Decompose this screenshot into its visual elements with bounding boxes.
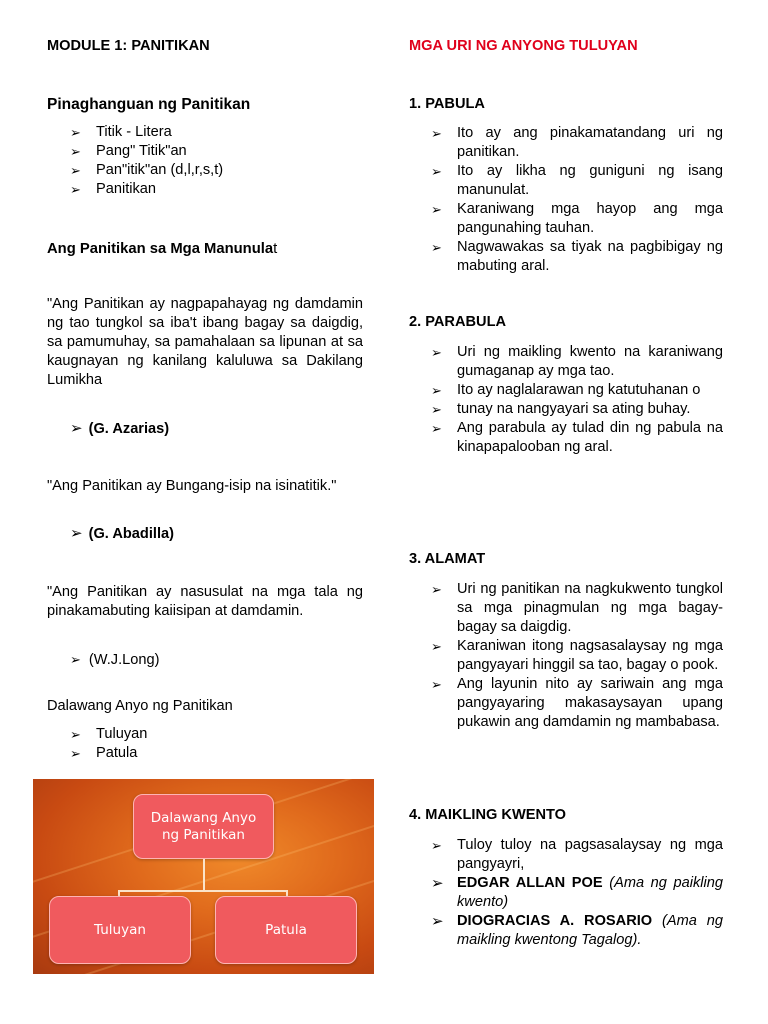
diagram-connector xyxy=(118,890,288,892)
author-note: (Ama ng maikling kwentong Tagalog). xyxy=(457,913,724,948)
list-item: ➢ Uri ng panitikan na nagkukwento tungkol sa mga pinagmulan ng mga bagay-bagay sa daigdig. xyxy=(431,581,723,635)
arrow-bullet-icon: ➢ xyxy=(70,420,83,437)
arrow-bullet-icon: ➢ xyxy=(431,126,442,141)
list-item: ➢ Karaniwang mga hayop ang mga pangunahing tauhan. xyxy=(431,201,723,236)
list-item: ➢ Ang layunin nito ay sariwain ang mga pangyayaring makasaysayan upang pukawin ang damdamin ng mambabasa. xyxy=(431,676,723,730)
list-item: ➢ Panitikan xyxy=(70,181,157,197)
list-item: ➢ Ang parabula ay tulad din ng pabula na kinapapalooban ng aral. xyxy=(431,420,723,455)
arrow-bullet-icon: ➢ xyxy=(431,345,442,360)
arrow-bullet-icon: ➢ xyxy=(70,652,81,667)
author-long: ➢ (W.J.Long) xyxy=(70,652,160,668)
arrow-bullet-icon: ➢ xyxy=(431,421,442,436)
arrow-bullet-icon: ➢ xyxy=(431,164,442,179)
pabula-list xyxy=(431,124,723,276)
arrow-bullet-icon: ➢ xyxy=(70,125,81,140)
module-title: MODULE 1: PANITIKAN xyxy=(47,38,210,54)
quote-long: "Ang Panitikan ay nasusulat na mga tala ng pinakamabuting kaiisipan at damdamin. xyxy=(47,584,363,619)
writers-heading: Ang Panitikan sa Mga Manunulat xyxy=(47,241,278,257)
arrow-bullet-icon: ➢ xyxy=(431,875,444,892)
list-item: ➢ Ito ay likha ng guniguni ng isang manunulat. xyxy=(431,163,723,198)
list-item xyxy=(431,912,723,950)
diagram-node-root: Dalawang Anyo ng Panitikan xyxy=(133,794,274,859)
list-item: ➢ Ito ay ang pinakamatandang uri ng panitikan. xyxy=(431,125,723,160)
alamat-list xyxy=(431,580,723,732)
list-item: ➢ Patula xyxy=(70,745,138,761)
arrow-bullet-icon: ➢ xyxy=(70,525,83,542)
diagram-connector xyxy=(203,859,205,891)
author-azarias: ➢ (G. Azarias) xyxy=(70,420,170,437)
list-item: ➢ tunay na nangyayari sa ating buhay. xyxy=(431,401,691,417)
list-item: ➢ Nagwawakas sa tiyak na pagbibigay ng mabuting aral. xyxy=(431,239,723,274)
list-item xyxy=(431,874,723,912)
list-item: ➢ Uri ng maikling kwento na karaniwang gumaganap ay mga tao. xyxy=(431,344,723,379)
arrow-bullet-icon: ➢ xyxy=(431,383,442,398)
pabula-heading: 1. PABULA xyxy=(409,96,485,112)
panitikan-diagram xyxy=(33,779,374,974)
forms-list xyxy=(70,725,270,763)
list-item: ➢ Tuluyan xyxy=(70,726,148,742)
origin-list xyxy=(70,123,360,199)
list-item: ➢ Karaniwan itong nagsasalaysay ng mga pangyayari hinggil sa tao, bagay o pook. xyxy=(431,638,723,673)
list-item: ➢ Titik - Litera xyxy=(70,124,172,140)
arrow-bullet-icon: ➢ xyxy=(431,838,442,853)
arrow-bullet-icon: ➢ xyxy=(70,746,81,761)
arrow-bullet-icon: ➢ xyxy=(431,582,442,597)
kwento-list xyxy=(431,836,723,950)
diagram-node-patula: Patula xyxy=(215,896,357,964)
forms-heading: Dalawang Anyo ng Panitikan xyxy=(47,698,233,714)
list-item: ➢ Tuloy tuloy na pagsasalaysay ng mga pangyayri, xyxy=(431,837,723,872)
list-item: ➢ Pang" Titik"an xyxy=(70,143,187,159)
arrow-bullet-icon: ➢ xyxy=(431,240,442,255)
diagram-node-tuluyan: Tuluyan xyxy=(49,896,191,964)
alamat-heading: 3. ALAMAT xyxy=(409,551,486,567)
parabula-heading: 2. PARABULA xyxy=(409,314,507,330)
arrow-bullet-icon: ➢ xyxy=(431,913,444,930)
author-name: EDGAR ALLAN POE xyxy=(457,875,603,891)
quote-abadilla: "Ang Panitikan ay Bungang-isip na isinatitik." xyxy=(47,478,337,494)
parabula-list xyxy=(431,343,723,457)
arrow-bullet-icon: ➢ xyxy=(431,402,442,417)
arrow-bullet-icon: ➢ xyxy=(431,202,442,217)
author-name: DIOGRACIAS A. ROSARIO xyxy=(457,913,653,929)
origin-heading: Pinaghanguan ng Panitikan xyxy=(47,96,251,113)
list-item: ➢ Ito ay naglalarawan ng katutuhanan o xyxy=(431,382,701,398)
arrow-bullet-icon: ➢ xyxy=(70,144,81,159)
list-item: ➢ Pan"itik"an (d,l,r,s,t) xyxy=(70,162,224,178)
quote-azarias: "Ang Panitikan ay nagpapahayag ng damdamin ng tao tungkol sa iba't ibang bagay sa daigdig, sa pamumuhay, sa pamahalaan sa lipunan at sa kaugnayan ng kanilang kaluluwa sa Dakilang Lumikha xyxy=(47,296,363,388)
author-note: (Ama ng paikling kwento) xyxy=(457,875,723,910)
arrow-bullet-icon: ➢ xyxy=(431,677,442,692)
author-abadilla: ➢ (G. Abadilla) xyxy=(70,525,174,542)
kwento-heading: 4. MAIKLING KWENTO xyxy=(409,807,567,823)
arrow-bullet-icon: ➢ xyxy=(431,639,442,654)
arrow-bullet-icon: ➢ xyxy=(70,182,81,197)
arrow-bullet-icon: ➢ xyxy=(70,727,81,742)
right-title: MGA URI NG ANYONG TULUYAN xyxy=(409,38,638,54)
arrow-bullet-icon: ➢ xyxy=(70,163,81,178)
